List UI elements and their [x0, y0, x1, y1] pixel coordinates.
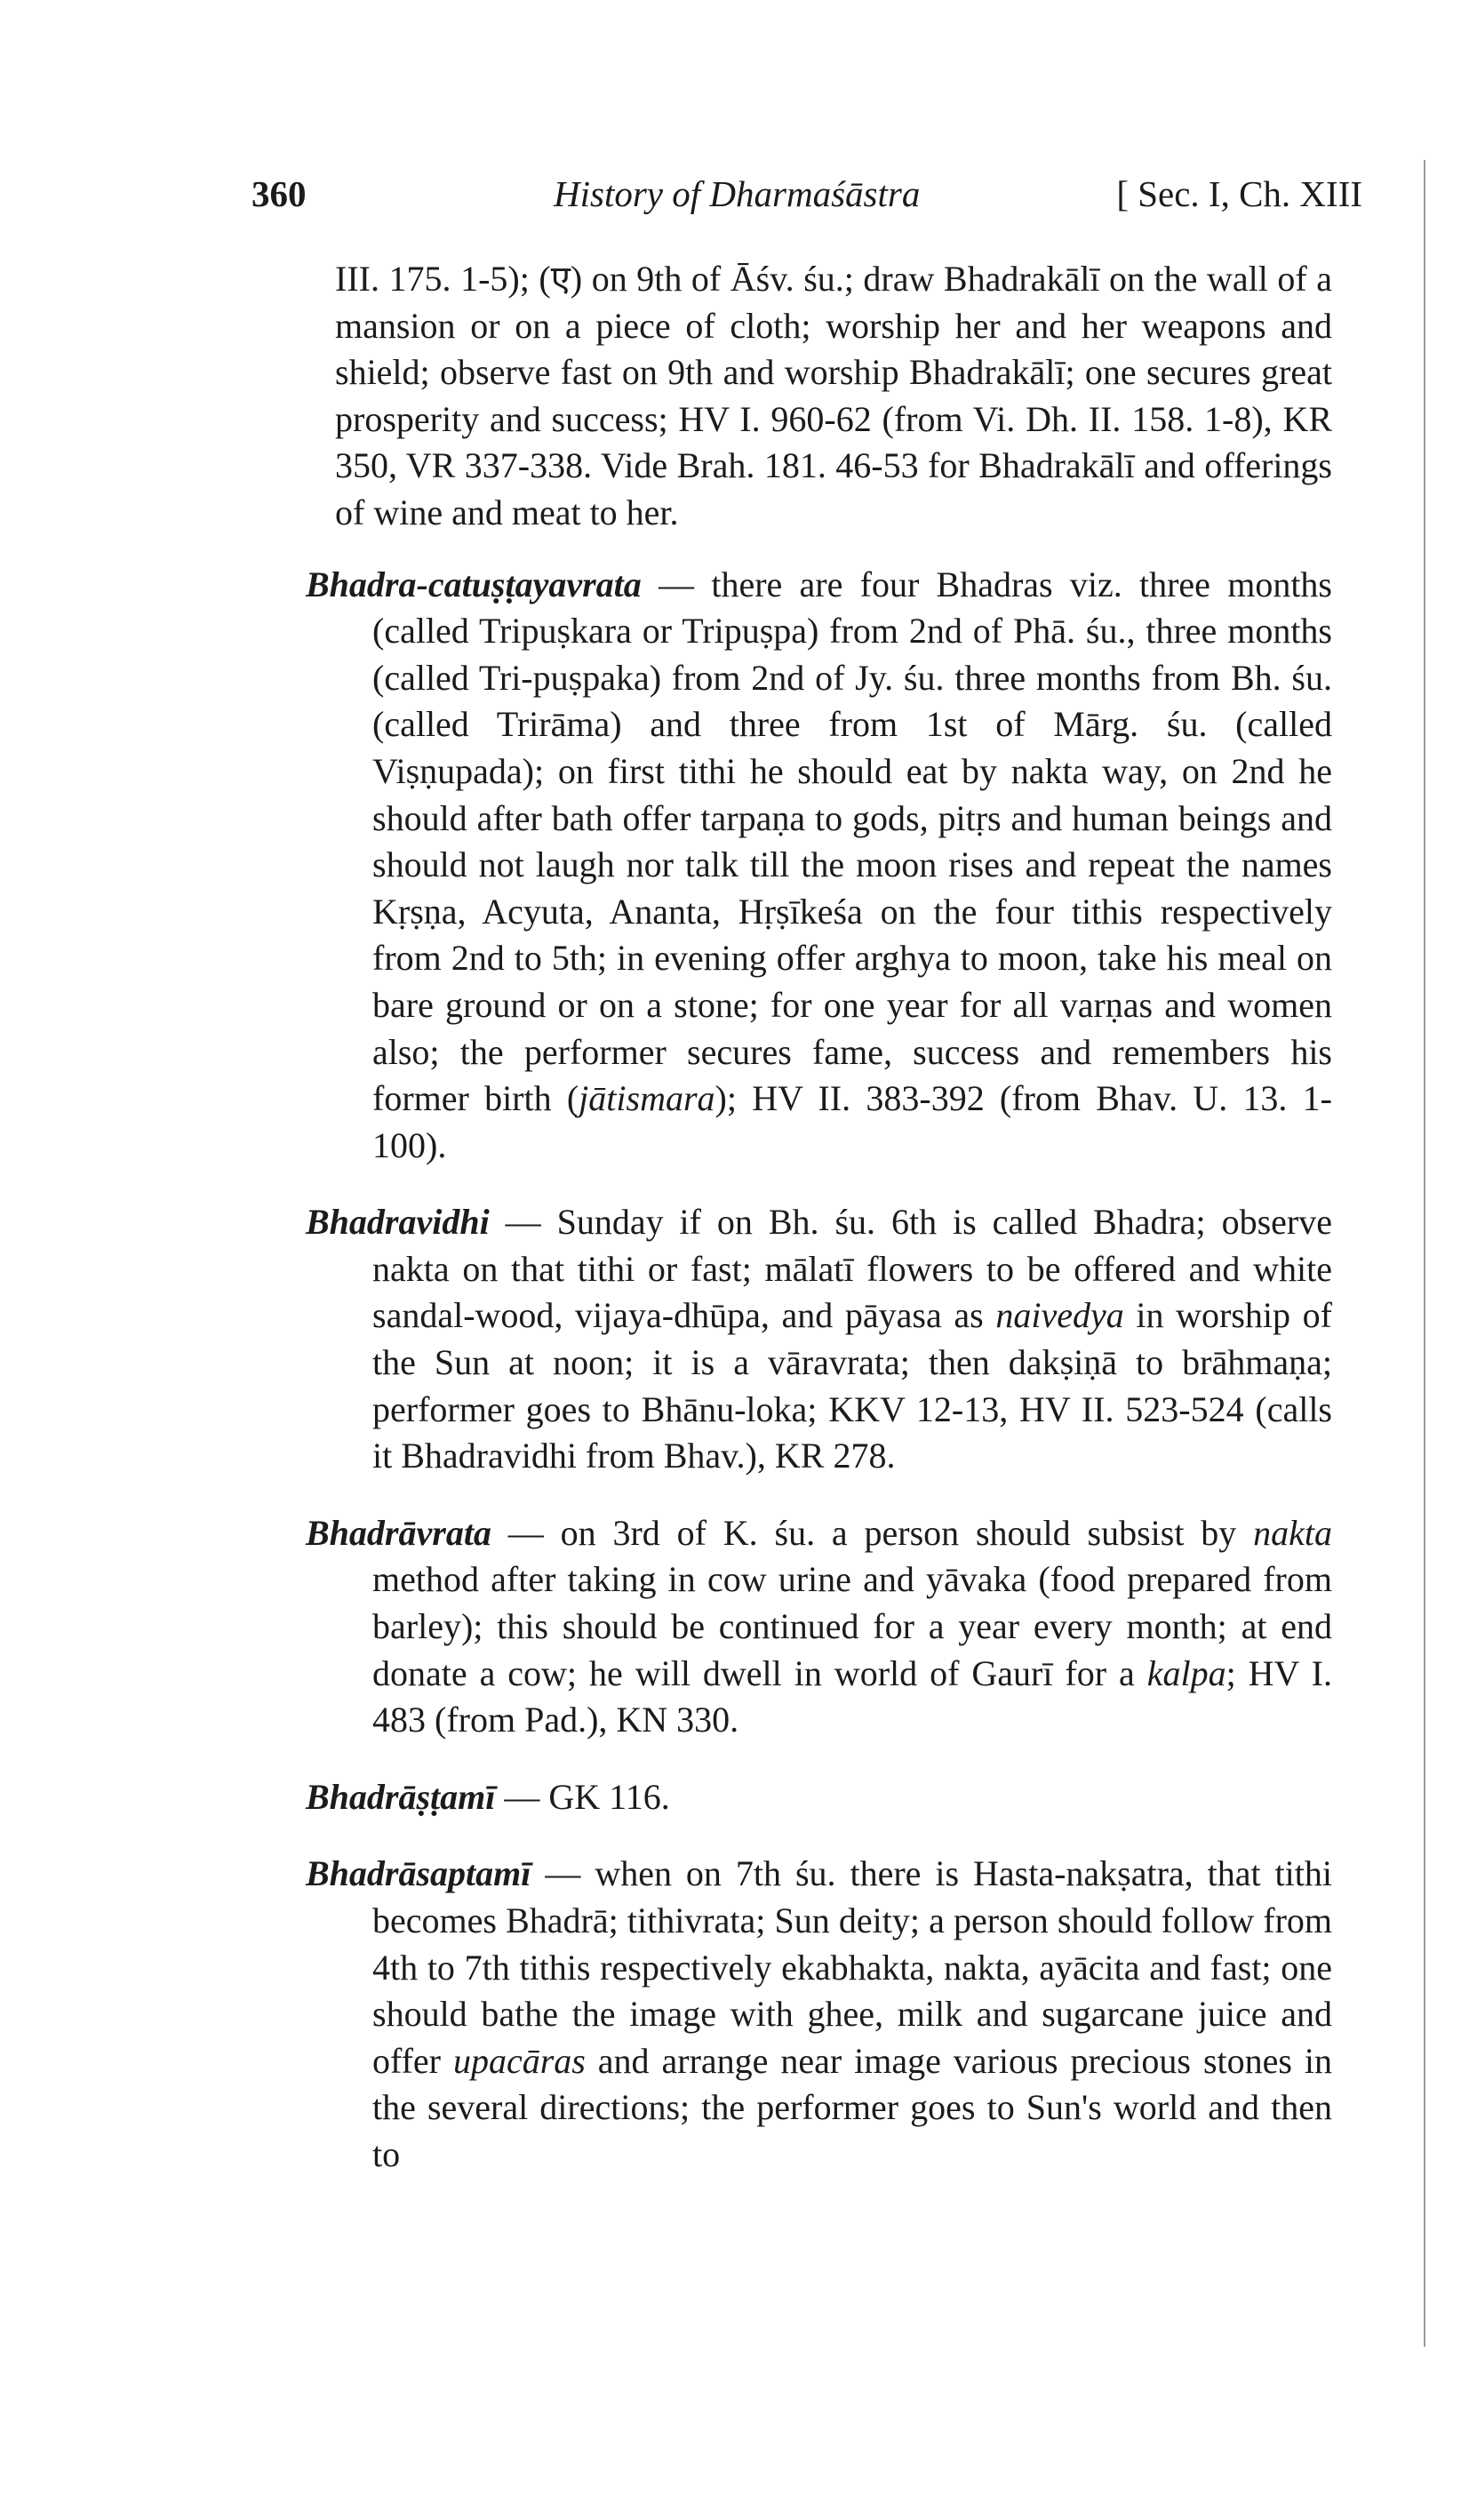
entry-text: — Sunday if on Bh. śu. 6th is called Bhadra; observe nakta on that tithi or fast; mālatī flowers to be offered and white sandal-wood, vijaya-dhūpa, and pāyasa as	[372, 1202, 1332, 1336]
entry-bhadrasaptami	[306, 1851, 1333, 2178]
entry-headword: Bhadrāvrata	[306, 1512, 491, 1553]
entry-italic-term: upacāras	[452, 2040, 586, 2081]
entry-headword: Bhadra-catuṣṭayavrata	[306, 564, 642, 604]
entry-text: ); HV II. 383-392 (from Bhav. U. 13. 1-100).	[372, 1078, 1332, 1165]
entry-italic-term: jātismara	[579, 1078, 715, 1119]
running-header	[251, 167, 1362, 220]
entry-italic-term: kalpa	[1146, 1652, 1226, 1693]
entry-headword: Bhadrāsaptamī	[306, 1853, 531, 1894]
entry-text: ; HV I. 483 (from Pad.), KN 330.	[372, 1652, 1332, 1740]
entry-text: method after taking in cow urine and yāvaka (food prepared from barley); this should be continued for a year every month; at end donate a cow; he will dwell in world of Gaurī for a	[372, 1559, 1332, 1693]
entry-headword: Bhadravidhi	[306, 1202, 490, 1243]
entry-bhadrastami	[306, 1774, 1332, 1821]
entry-italic-term: naivedya	[995, 1295, 1124, 1336]
entry-text: in worship of the Sun at noon; it is a vāravrata; then dakṣiṇā to brāhmaṇa; performer goes to Bhānu-loka; KKV 12-13, HV II. 523-524 (calls it Bhadravidhi from Bhav.), KR 278.	[372, 1295, 1332, 1476]
section-label: [ Sec. I, Ch. XIII	[1116, 173, 1362, 214]
entry-italic-term: nakta	[1253, 1512, 1332, 1553]
body-text	[306, 256, 1333, 2179]
paragraph-text: III. 175. 1-5); (ए) on 9th of Āśv. śu.; draw Bhadrakālī on the wall of a mansion or on a piece of cloth; worship her and her weapons and shield; observe fast on 9th and worship Bhadrakālī; one secures great prosperity and success; HV I. 960-62 (from Vi. Dh. II. 158. 1-8), KR 350, VR 337-338. Vide Brah. 181. 46-53 for Bhadrakālī and offerings of wine and meat to her.	[335, 259, 1332, 532]
running-title: History of Dharmaśāstra	[554, 173, 921, 214]
continued-paragraph	[324, 256, 1332, 537]
margin-rule	[1424, 160, 1425, 2347]
entry-text: — on 3rd of K. śu. a person should subsist by	[491, 1512, 1254, 1553]
entry-bhadravrata	[306, 1510, 1332, 1744]
entry-bhadravidhi	[306, 1199, 1332, 1480]
entry-bhadra-catustayavrata	[306, 562, 1332, 1170]
entry-text: and arrange near image various precious stones in the several directions; the performer goes to Sun's world and then to	[372, 2040, 1333, 2174]
page-number: 360	[251, 173, 307, 214]
entry-text: — GK 116.	[495, 1776, 670, 1817]
entry-headword: Bhadrāṣṭamī	[306, 1776, 496, 1817]
entry-text: — when on 7th śu. there is Hasta-nakṣatra, that tithi becomes Bhadrā; tithivrata; Sun deity; a person should follow from 4th to 7th tithis respectively ekabhakta, nakta, ayācita and fast; one should bathe the image with ghee, milk and sugarcane juice and offer	[372, 1853, 1332, 2081]
entry-text: — there are four Bhadras viz. three months (called Tripuṣkara or Tripuṣpa) from 2nd of Phā. śu., three months (called Tri-puṣpaka) from 2nd of Jy. śu. three months from Bh. śu. (called Trirāma) and three from 1st of Mārg. śu. (called Viṣṇupada); on first tithi he should eat by nakta way, on 2nd he should after bath offer tarpaṇa to gods, pitṛs and human beings and should not laugh nor talk till the moon rises and repeat the names Kṛṣṇa, Acyuta, Ananta, Hṛṣīkeśa on the four tithis respectively from 2nd to 5th; in evening offer arghya to moon, take his meal on bare ground or on a stone; for one year for all varṇas and women also; the performer secures fame, success and remembers his former birth (	[372, 564, 1332, 1119]
